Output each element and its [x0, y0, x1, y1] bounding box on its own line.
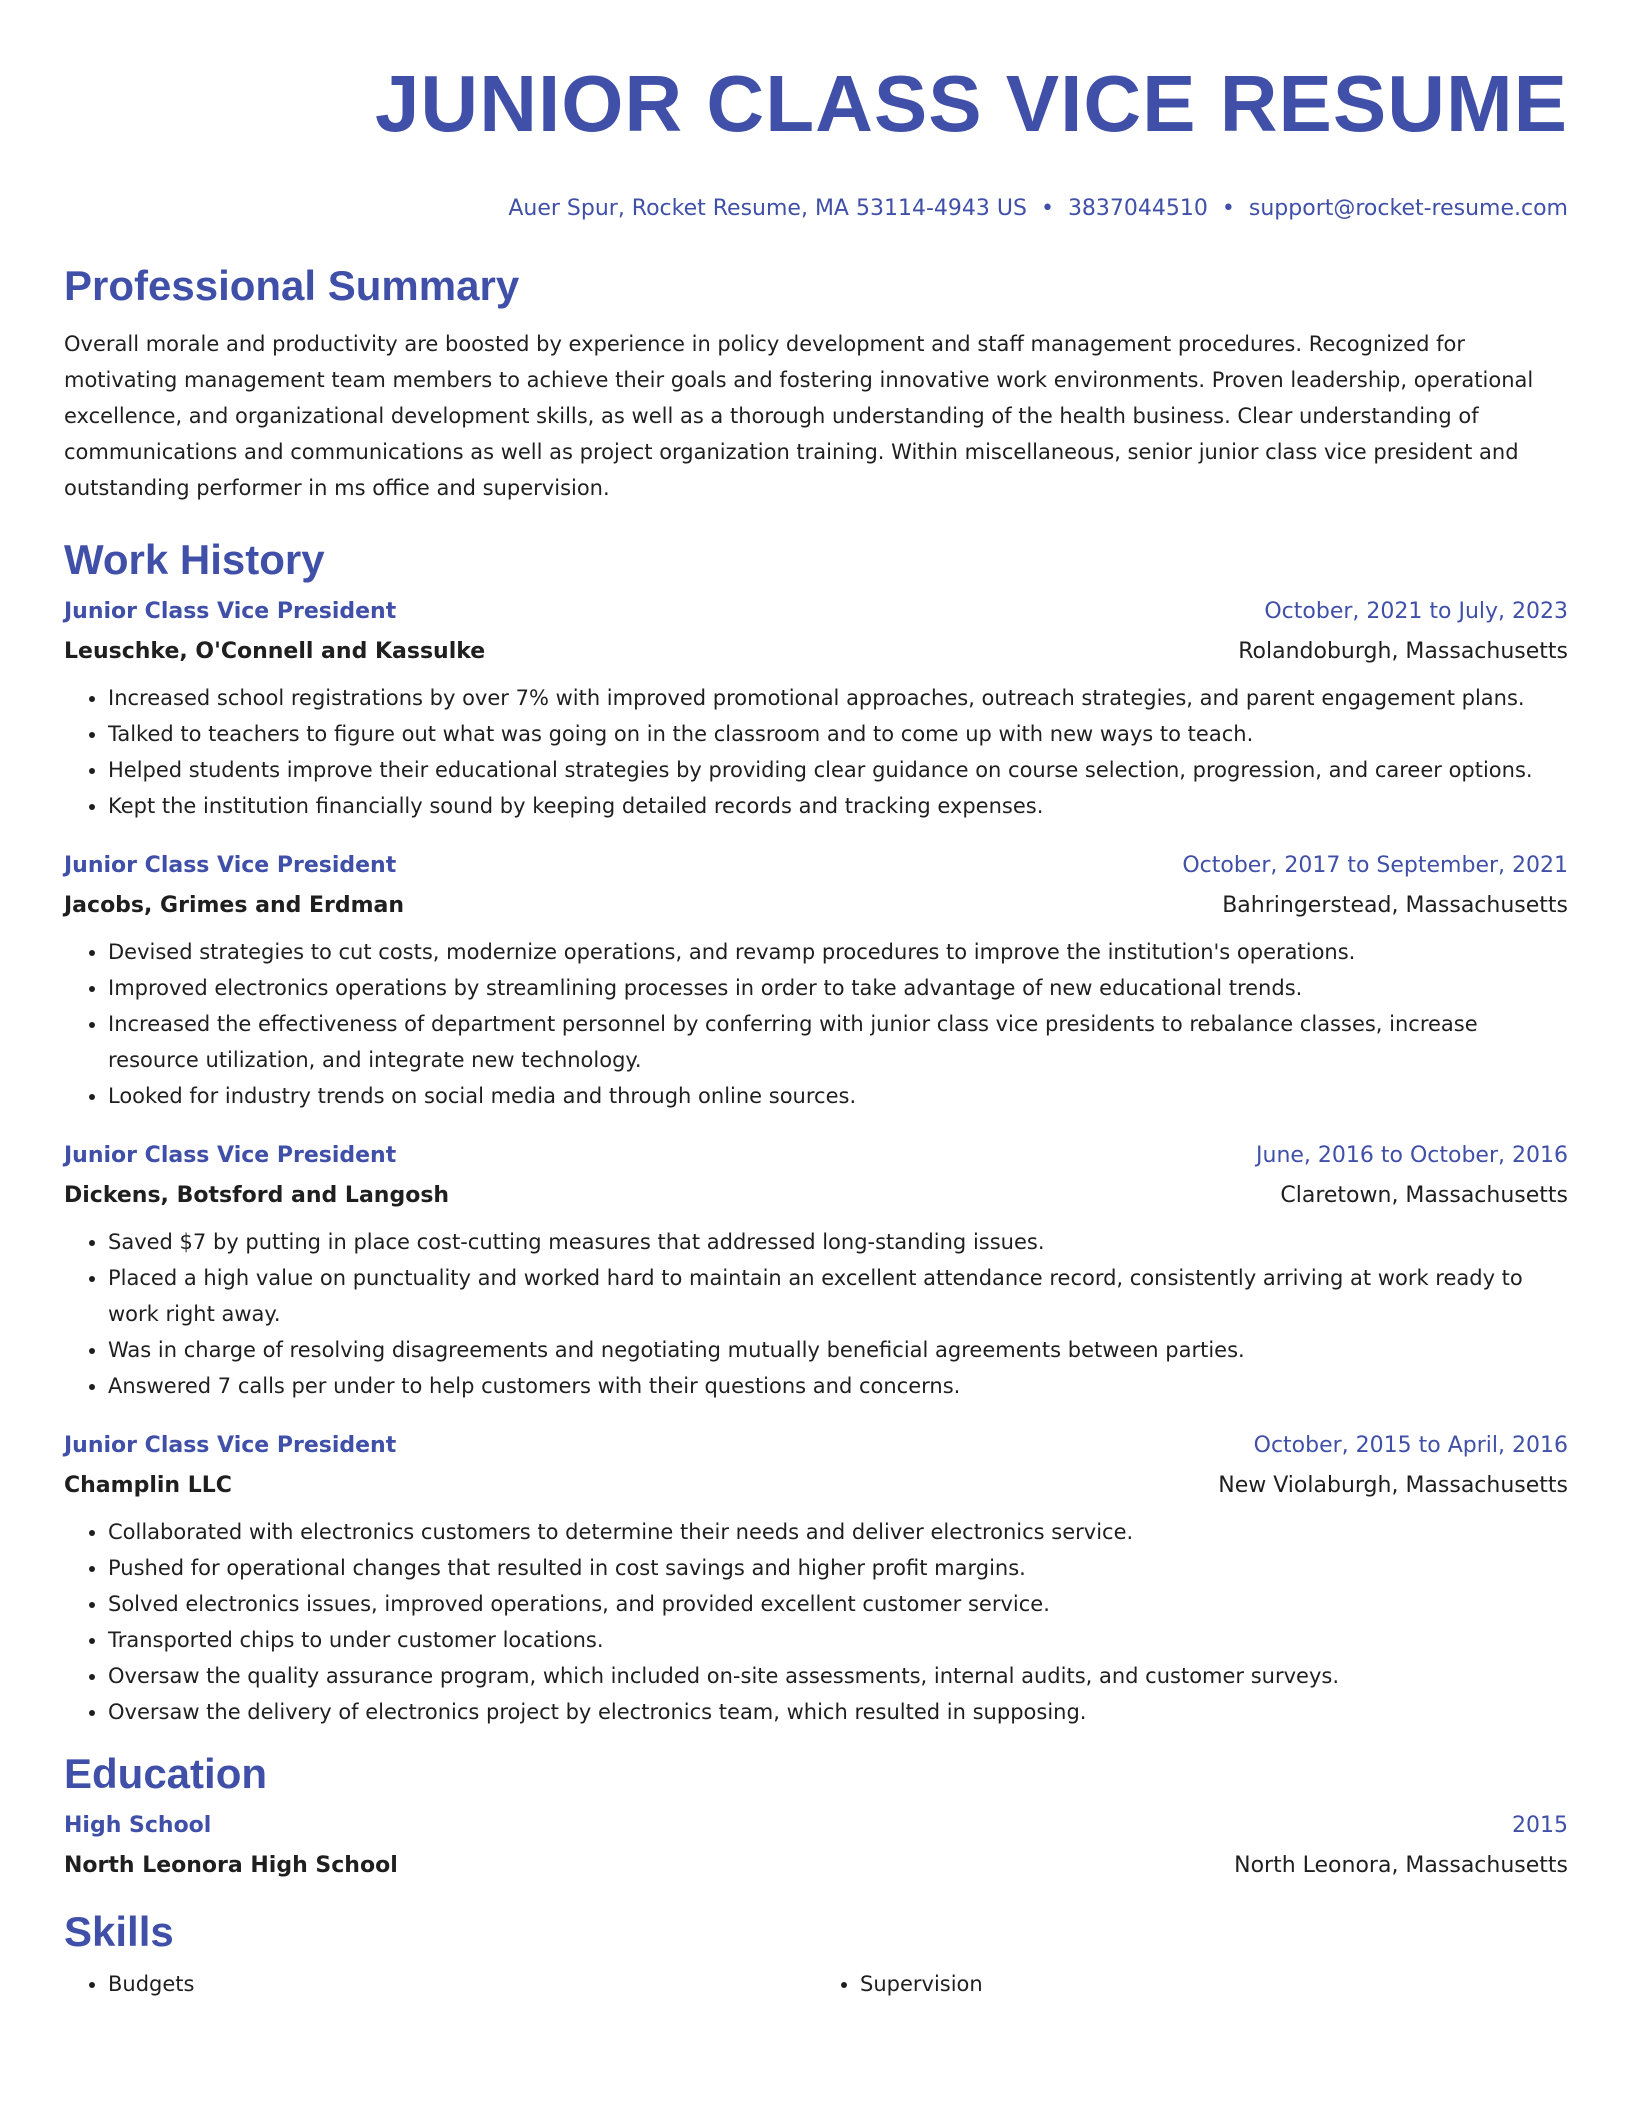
- contact-line: [64, 194, 1568, 224]
- job-employer: Leuschke, O'Connell and Kassulke: [64, 639, 486, 664]
- job-bullet: • Increased school registrations by over 7% with improved promotional approaches, outreach strategies, and parent engagement plans.: [108, 680, 1568, 716]
- job-bullet: • Placed a high value on punctuality and worked hard to maintain an excellent attendance record, consistently arriving at work ready to work right away.: [108, 1260, 1568, 1332]
- job-bullet: • Increased the effectiveness of department personnel by conferring with junior class vice presidents to rebalance classes, increase resource utilization, and integrate new technology.: [108, 1006, 1568, 1078]
- job-bullet: • Talked to teachers to figure out what was going on in the classroom and to come up with new ways to teach.: [108, 716, 1568, 752]
- job-entry: [64, 1426, 1568, 1730]
- job-entry: [64, 846, 1568, 1114]
- contact-address: Auer Spur, Rocket Resume, MA 53114-4943 US: [508, 196, 1027, 221]
- job-location: Bahringerstead, Massachusetts: [1222, 893, 1568, 918]
- job-bullet: • Oversaw the delivery of electronics project by electronics team, which resulted in supposing.: [108, 1694, 1568, 1730]
- skills-section: [64, 1906, 1568, 2002]
- job-bullet: • Kept the institution financially sound by keeping detailed records and tracking expenses.: [108, 788, 1568, 824]
- job-bullet: • Collaborated with electronics customers to determine their needs and deliver electronics service.: [108, 1514, 1568, 1550]
- job-bullet: • Oversaw the quality assurance program, which included on-site assessments, internal audits, and customer surveys.: [108, 1658, 1568, 1694]
- job-bullet: • Helped students improve their educational strategies by providing clear guidance on course selection, progression, and career options.: [108, 752, 1568, 788]
- job-bullet: • Pushed for operational changes that resulted in cost savings and higher profit margins.: [108, 1550, 1568, 1586]
- job-bullets: [64, 680, 1568, 824]
- job-bullets: [64, 934, 1568, 1114]
- job-bullets: [64, 1224, 1568, 1404]
- job-employer: Jacobs, Grimes and Erdman: [64, 893, 405, 918]
- job-bullet: • Looked for industry trends on social media and through online sources.: [108, 1078, 1568, 1114]
- education-school: North Leonora High School: [64, 1853, 398, 1878]
- resume-title: JUNIOR CLASS VICE RESUME: [374, 59, 1568, 148]
- job-title: Junior Class Vice President: [64, 599, 397, 624]
- job-entry: [64, 592, 1568, 824]
- skill-item: • Budgets: [108, 1966, 816, 2002]
- job-bullet: • Solved electronics issues, improved operations, and provided excellent customer service.: [108, 1586, 1568, 1622]
- job-dates: June, 2016 to October, 2016: [1256, 1143, 1568, 1168]
- job-bullet: • Answered 7 calls per under to help customers with their questions and concerns.: [108, 1368, 1568, 1404]
- job-location: Claretown, Massachusetts: [1280, 1183, 1568, 1208]
- education-degree: High School: [64, 1813, 212, 1838]
- job-bullets: [64, 1514, 1568, 1730]
- skills-column-left: [64, 1966, 816, 2002]
- job-entry: [64, 1136, 1568, 1404]
- summary-text: Overall morale and productivity are boosted by experience in policy development and staff management procedures. Recognized for motivating management team members to achieve their goals and fostering innovative work environments. Proven leadership, operational excellence, and organizational development skills, as well as a thorough understanding of the health business. Clear understanding of communications and communications as well as project organization training. Within miscellaneous, senior junior class vice president and outstanding performer in ms office and supervision.: [64, 332, 1534, 500]
- job-location: New Violaburgh, Massachusetts: [1218, 1473, 1568, 1498]
- job-employer: Dickens, Botsford and Langosh: [64, 1183, 450, 1208]
- summary-section: [64, 260, 1568, 506]
- job-bullet: • Devised strategies to cut costs, modernize operations, and revamp procedures to improve the institution's operations.: [108, 934, 1568, 970]
- job-title: Junior Class Vice President: [64, 1433, 397, 1458]
- job-bullet: • Improved electronics operations by streamlining processes in order to take advantage of new educational trends.: [108, 970, 1568, 1006]
- skills-list: [64, 1966, 1568, 2002]
- work-history-heading: Work History: [64, 536, 325, 583]
- job-location: Rolandoburgh, Massachusetts: [1238, 639, 1568, 664]
- skill-item: • Supervision: [860, 1966, 1568, 2002]
- summary-heading: Professional Summary: [64, 262, 520, 309]
- work-history-section: [64, 534, 1568, 1730]
- job-bullet: • Saved $7 by putting in place cost-cutting measures that addressed long-standing issues.: [108, 1224, 1568, 1260]
- job-title: Junior Class Vice President: [64, 1143, 397, 1168]
- education-heading: Education: [64, 1750, 268, 1797]
- job-title: Junior Class Vice President: [64, 853, 397, 878]
- job-dates: October, 2015 to April, 2016: [1253, 1433, 1568, 1458]
- job-bullet: • Transported chips to under customer locations.: [108, 1622, 1568, 1658]
- contact-separator: •: [1221, 196, 1235, 221]
- contact-phone: 3837044510: [1067, 196, 1208, 221]
- education-location: North Leonora, Massachusetts: [1234, 1853, 1568, 1878]
- job-dates: October, 2017 to September, 2021: [1182, 853, 1568, 878]
- contact-separator: •: [1040, 196, 1054, 221]
- education-year: 2015: [1512, 1813, 1568, 1838]
- job-dates: October, 2021 to July, 2023: [1264, 599, 1568, 624]
- skills-heading: Skills: [64, 1908, 174, 1955]
- job-employer: Champlin LLC: [64, 1473, 232, 1498]
- contact-email: support@rocket-resume.com: [1248, 196, 1568, 221]
- job-bullet: • Was in charge of resolving disagreements and negotiating mutually beneficial agreements between parties.: [108, 1332, 1568, 1368]
- skills-column-right: [816, 1966, 1568, 2002]
- education-section: [64, 1748, 1568, 1886]
